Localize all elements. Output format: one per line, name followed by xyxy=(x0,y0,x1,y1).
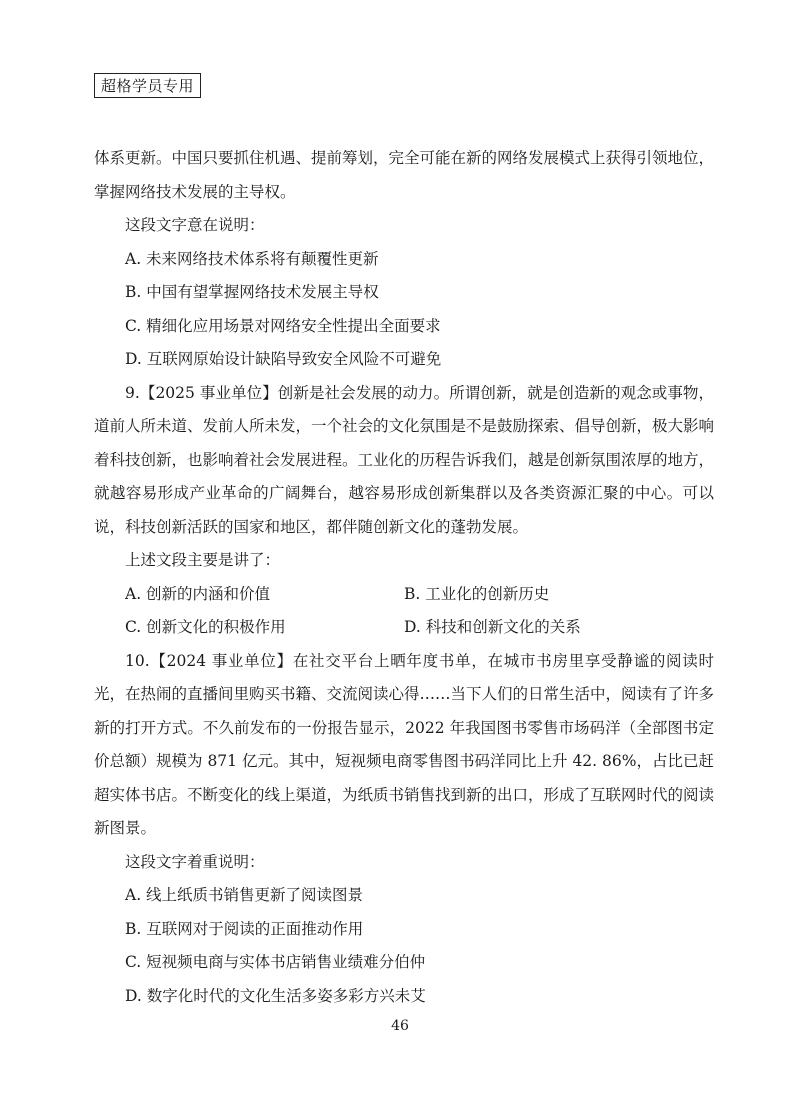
q9-question: 上述文段主要是讲了： xyxy=(125,551,281,569)
q10-paragraph: 10.【2024 事业单位】在社交平台上晒年度书单，在城市书房里享受静谧的阅读时光，在热闹的直播间里购买书籍、交流阅读心得……当下人们的日常生活中，阅读有了许多新的打开方式。不久前发布的一份报告显示，2022 年我国图书零售市场码洋（全部图书定价总额）规模为 871 亿元。其中，短视频电商零售图书码洋同比上升 42. 86%，占比已赶超实体书店。不断变化的线上渠道，为纸质书销售找到新的出口，形成了互联网时代的阅读新图景。 xyxy=(94,651,715,837)
continuation-option-b: B. 中国有望掌握网络技术发展主导权 xyxy=(125,283,379,301)
continuation-option-c: C. 精细化应用场景对网络安全性提出全面要求 xyxy=(125,316,441,335)
q9-option-a: A. 创新的内涵和价值 xyxy=(125,584,271,603)
q10-option-a: A. 线上纸质书销售更新了阅读图景 xyxy=(125,886,364,904)
q10-option-d: D. 数字化时代的文化生活多姿多彩方兴未艾 xyxy=(125,986,426,1005)
header-label: 超格学员专用 xyxy=(94,73,201,98)
page-content xyxy=(94,142,714,1013)
q10-option-b: B. 互联网对于阅读的正面推动作用 xyxy=(125,919,364,938)
continuation-paragraph: 体系更新。中国只要抓住机遇、提前筹划，完全可能在新的网络发展模式上获得引领地位，掌握网络技术发展的主导权。 xyxy=(94,149,715,201)
continuation-option-d: D. 互联网原始设计缺陷导致安全风险不可避免 xyxy=(125,350,442,368)
q10-option-c: C. 短视频电商与实体书店销售业绩难分伯仲 xyxy=(125,953,426,971)
q9-option-b: B. 工业化的创新历史 xyxy=(404,584,550,603)
q10-question: 这段文字着重说明： xyxy=(125,852,265,871)
q9-option-d: D. 科技和创新文化的关系 xyxy=(404,618,581,636)
continuation-question: 这段文字意在说明： xyxy=(125,216,265,234)
q9-option-c: C. 创新文化的积极作用 xyxy=(125,618,286,636)
q9-options-row-2 xyxy=(94,611,714,645)
q9-paragraph: 9.【2025 事业单位】创新是社会发展的动力。所谓创新，就是创造新的观念或事物，道前人所未道、发前人所未发，一个社会的文化氛围是不是鼓励探索、倡导创新，极大影响着科技创新，也影响着社会发展进程。工业化的历程告诉我们，越是创新氛围浓厚的地方，就越容易形成产业革命的广阔舞台，越容易形成创新集群以及各类资源汇聚的中心。可以说，科技创新活跃的国家和地区，都伴随创新文化的蓬勃发展。 xyxy=(94,383,715,536)
continuation-option-a: A. 未来网络技术体系将有颠覆性更新 xyxy=(125,249,379,268)
q9-options-row-1 xyxy=(94,578,714,612)
page-number: 46 xyxy=(391,1018,409,1034)
